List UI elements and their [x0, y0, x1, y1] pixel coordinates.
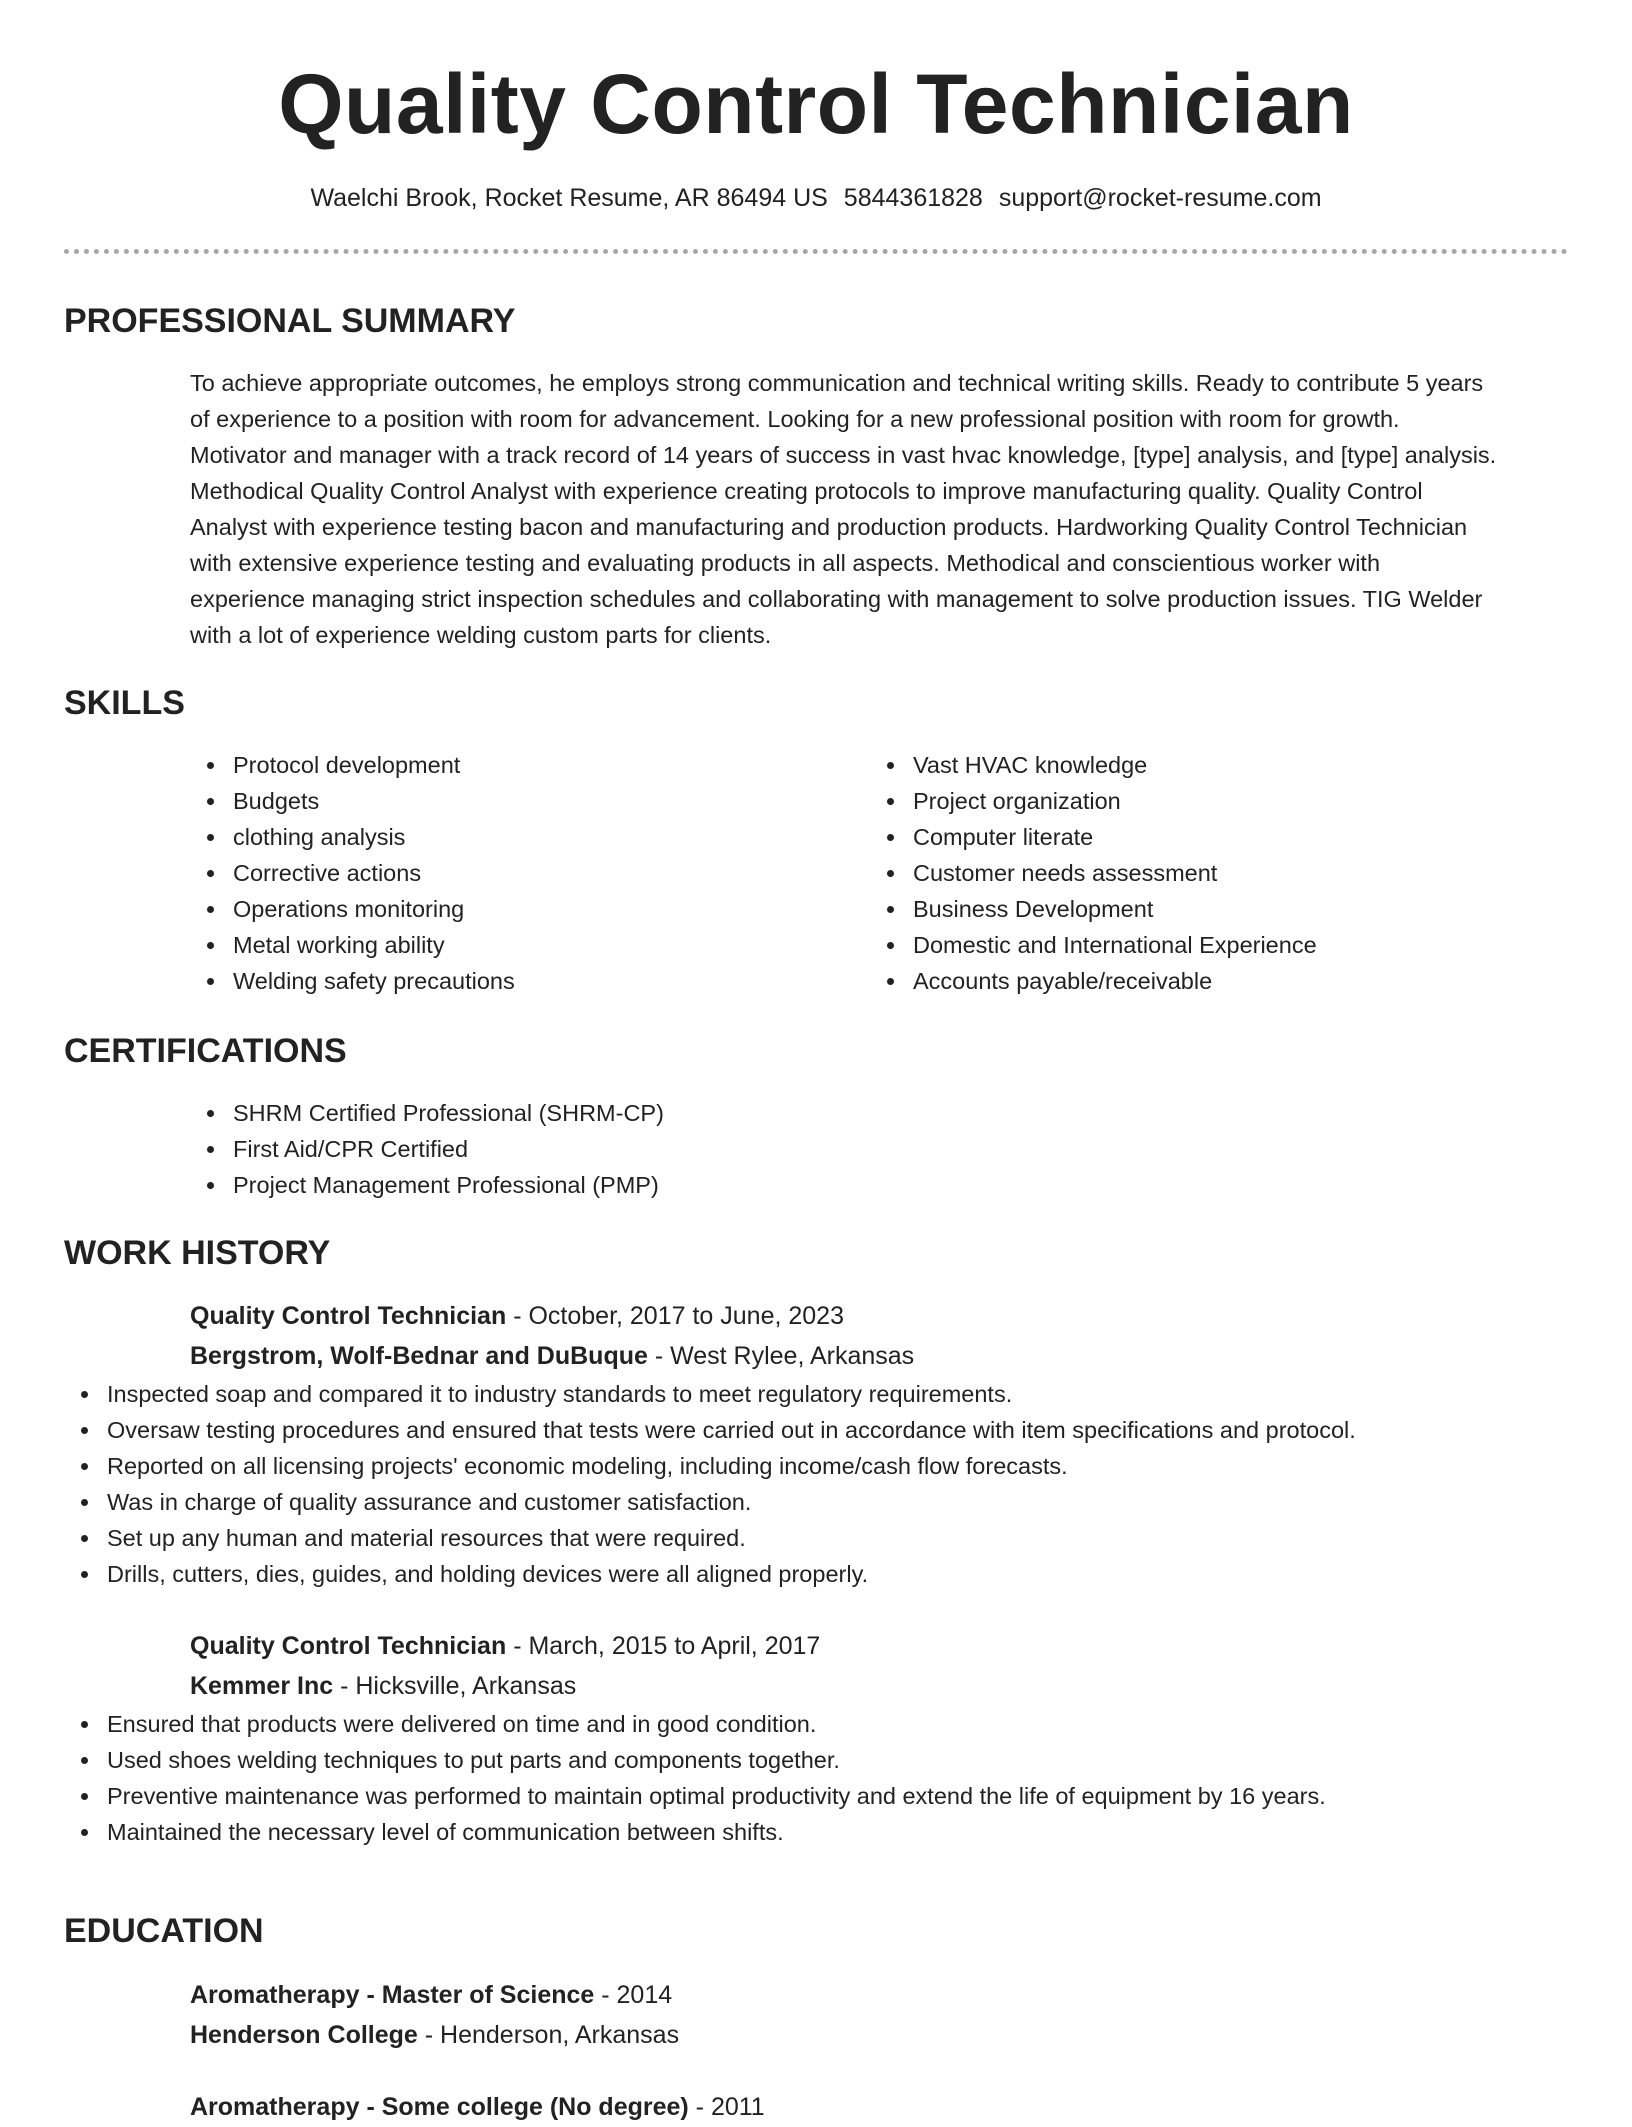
job-location: - Hicksville, Arkansas	[333, 1672, 577, 1700]
contact-email: support@rocket-resume.com	[998, 184, 1322, 212]
job-bullet: Preventive maintenance was performed to maintain optimal productivity and extend the life of equipment by 16 years.	[64, 1778, 1568, 1814]
job-bullet: Set up any human and material resources that were required.	[64, 1520, 1568, 1556]
skill-item: Welding safety precautions	[190, 963, 515, 999]
job-bullet: Used shoes welding techniques to put parts and components together.	[64, 1742, 1568, 1778]
job-location: - West Rylee, Arkansas	[647, 1342, 915, 1370]
contact-address: Waelchi Brook, Rocket Resume, AR 86494 US	[310, 184, 828, 212]
skills-section	[64, 683, 1568, 999]
summary-line: experience managing strict inspection schedules and collaborating with management to solve production issues. TIG Welder	[190, 586, 1483, 612]
job-bullet: Was in charge of quality assurance and customer satisfaction.	[64, 1484, 1568, 1520]
work-history-title: WORK HISTORY	[64, 1234, 331, 1272]
certification-item: First Aid/CPR Certified	[190, 1131, 1568, 1167]
summary-section	[64, 301, 1568, 653]
skills-list-right	[870, 747, 1317, 999]
job-bullets	[64, 1706, 1568, 1850]
skill-item: Metal working ability	[190, 927, 515, 963]
education-entry	[64, 1975, 1568, 2055]
education-school-line	[64, 2015, 1568, 2055]
skills-columns	[64, 747, 1568, 999]
skill-item: clothing analysis	[190, 819, 515, 855]
skills-title: SKILLS	[64, 684, 185, 722]
summary-line: To achieve appropriate outcomes, he employs strong communication and technical writing skills. Ready to contribute 5 years	[190, 370, 1484, 396]
summary-title: PROFESSIONAL SUMMARY	[64, 302, 516, 340]
certification-item: SHRM Certified Professional (SHRM-CP)	[190, 1095, 1568, 1131]
education-location: - Henderson, Arkansas	[417, 2021, 680, 2049]
certifications-title: CERTIFICATIONS	[64, 1032, 347, 1070]
certifications-list	[64, 1095, 1568, 1203]
candidate-name: Quality Control Technician	[278, 57, 1354, 151]
job-company-line	[64, 1336, 1568, 1376]
job-title-line	[64, 1626, 1568, 1666]
job-bullet: Inspected soap and compared it to industry standards to meet regulatory requirements.	[64, 1376, 1568, 1412]
education-year: - 2011	[688, 2093, 765, 2121]
skill-item: Vast HVAC knowledge	[870, 747, 1317, 783]
job-company: Bergstrom, Wolf-Bednar and DuBuque	[190, 1342, 648, 1370]
job-dates: - October, 2017 to June, 2023	[506, 1302, 844, 1330]
contact-phone: 5844361828	[843, 184, 983, 212]
certification-item: Project Management Professional (PMP)	[190, 1167, 1568, 1203]
skill-item: Budgets	[190, 783, 515, 819]
header-divider	[64, 249, 1568, 254]
job-role: Quality Control Technician	[190, 1302, 507, 1330]
certifications-section	[64, 1031, 1568, 1203]
summary-line: with a lot of experience welding custom parts for clients.	[190, 622, 772, 648]
job-entry	[64, 1626, 1568, 1850]
job-title-line	[64, 1296, 1568, 1336]
skill-item: Project organization	[870, 783, 1317, 819]
summary-body	[64, 365, 1568, 653]
skill-item: Operations monitoring	[190, 891, 515, 927]
job-role: Quality Control Technician	[190, 1632, 507, 1660]
job-company-line	[64, 1666, 1568, 1706]
summary-line: of experience to a position with room for advancement. Looking for a new professional position with room for growth.	[190, 406, 1400, 432]
education-degree-line	[64, 1975, 1568, 2015]
contact-line	[0, 181, 1632, 215]
work-history-section	[64, 1233, 1568, 1850]
summary-line: with extensive experience testing and evaluating products in all aspects. Methodical and conscientious worker with	[190, 550, 1381, 576]
job-bullet: Ensured that products were delivered on time and in good condition.	[64, 1706, 1568, 1742]
education-year: - 2014	[594, 1981, 673, 2009]
education-degree: Aromatherapy - Some college (No degree)	[190, 2093, 689, 2121]
job-bullet: Maintained the necessary level of communication between shifts.	[64, 1814, 1568, 1850]
education-entry	[64, 2087, 1568, 2127]
education-title: EDUCATION	[64, 1912, 264, 1950]
skill-item: Protocol development	[190, 747, 515, 783]
job-dates: - March, 2015 to April, 2017	[506, 1632, 821, 1660]
job-entry	[64, 1296, 1568, 1592]
summary-line: Analyst with experience testing bacon and manufacturing and production products. Hardworking Quality Control Technician	[190, 514, 1468, 540]
skill-item: Computer literate	[870, 819, 1317, 855]
education-degree-line	[64, 2087, 1568, 2127]
education-degree: Aromatherapy - Master of Science	[190, 1981, 595, 2009]
skills-list-left	[190, 747, 515, 999]
skill-item: Customer needs assessment	[870, 855, 1317, 891]
skill-item: Domestic and International Experience	[870, 927, 1317, 963]
summary-line: Methodical Quality Control Analyst with experience creating protocols to improve manufacturing quality. Quality Control	[190, 478, 1423, 504]
job-bullet: Reported on all licensing projects' economic modeling, including income/cash flow forecasts.	[64, 1448, 1568, 1484]
summary-line: Motivator and manager with a track record of 14 years of success in vast hvac knowledge, [type] analysis, and [type] analysis.	[190, 442, 1497, 468]
education-school: Henderson College	[190, 2021, 418, 2049]
skill-item: Corrective actions	[190, 855, 515, 891]
job-company: Kemmer Inc	[190, 1672, 334, 1700]
job-bullets	[64, 1376, 1568, 1592]
job-bullet: Drills, cutters, dies, guides, and holding devices were all aligned properly.	[64, 1556, 1568, 1592]
skill-item: Business Development	[870, 891, 1317, 927]
job-bullet: Oversaw testing procedures and ensured that tests were carried out in accordance with item specifications and protocol.	[64, 1412, 1568, 1448]
skill-item: Accounts payable/receivable	[870, 963, 1317, 999]
education-section	[64, 1911, 1568, 2127]
